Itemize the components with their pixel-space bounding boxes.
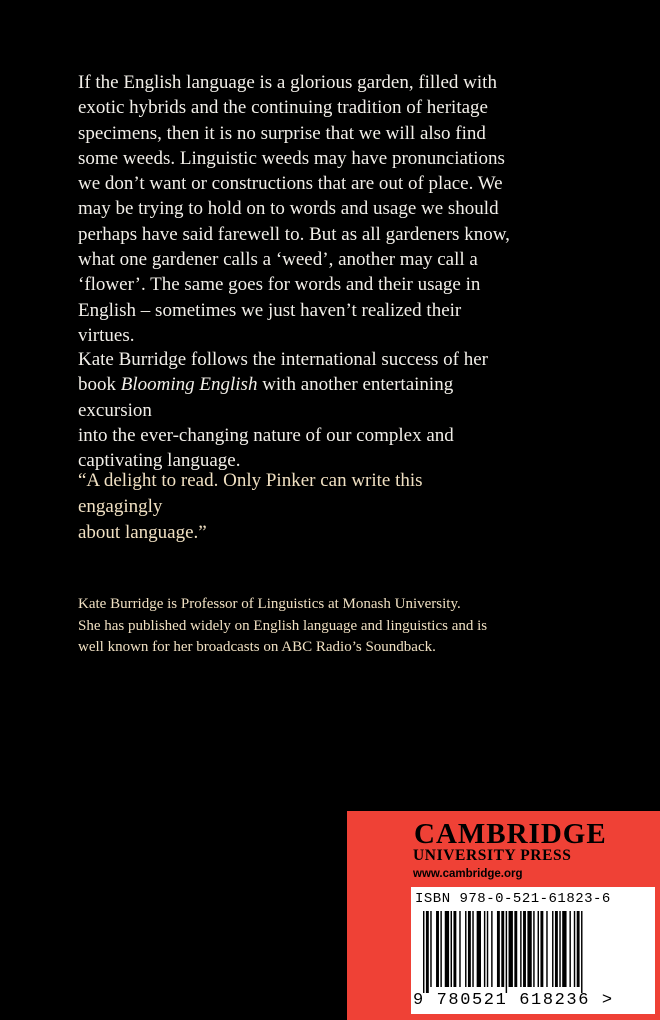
blurb-line: ‘flower’. The same goes for words and their usage in [78,274,481,296]
publisher-panel [347,811,660,1020]
quote-line: “A delight to read. Only Pinker can write this engagingly [78,470,423,517]
blurb-paragraph-1 [78,70,518,348]
blurb-line-suffix: with another entertaining excursion [78,374,454,421]
blurb-line-prefix: book [78,374,121,396]
blurb-line: perhaps have said farewell to. But as all gardeners know, [78,223,510,245]
blurb-line: exotic hybrids and the continuing tradition of heritage [78,97,488,119]
blurb-line: captivating language. [78,450,241,472]
blurb-paragraph-2 [78,347,518,473]
isbn-label: ISBN 978-0-521-61823-6 [415,891,611,907]
publisher-name: CAMBRIDGE [414,818,607,850]
blurb-line: English – sometimes we just haven’t realized their virtues. [78,299,462,346]
author-bio [78,594,528,659]
review-attribution-name: Professor Charles F. Meyer, [0,0,179,17]
barcode-icon [423,911,643,993]
review-quote [78,468,508,546]
blurb-line: If the English language is a glorious garden, filled with [78,72,497,93]
blurb-line: specimens, then it is no surprise that we will also find [78,122,486,144]
blurb-line: into the ever-changing nature of our complex and [78,424,454,446]
blurb-line: some weeds. Linguistic weeds may have pronunciations [78,147,505,169]
publisher-url: www.cambridge.org [413,868,523,880]
bio-line: well known for her broadcasts on ABC Radio’s Soundback. [78,639,436,655]
barcode-box [411,887,655,1014]
bio-line: She has published widely on English language and linguistics and is [78,617,488,634]
bio-line: Kate Burridge is Professor of Linguistics at Monash University. [78,596,461,612]
blurb-line: may be trying to hold on to words and usage we should [78,198,499,220]
barcode-digits: 9 780521 618236 > [413,991,614,1010]
quote-line: about language.” [78,522,207,543]
publisher-subname: UNIVERSITY PRESS [413,847,572,864]
review-attribution-institution: University of Massachusetts, Boston [0,18,235,35]
blurb-line: what one gardener calls a ‘weed’, another may call a [78,249,478,271]
book-title: Blooming English [120,374,258,396]
blurb-line: Kate Burridge follows the international success of her [78,349,488,370]
blurb-line: we don’t want or constructions that are out of place. We [78,173,503,195]
